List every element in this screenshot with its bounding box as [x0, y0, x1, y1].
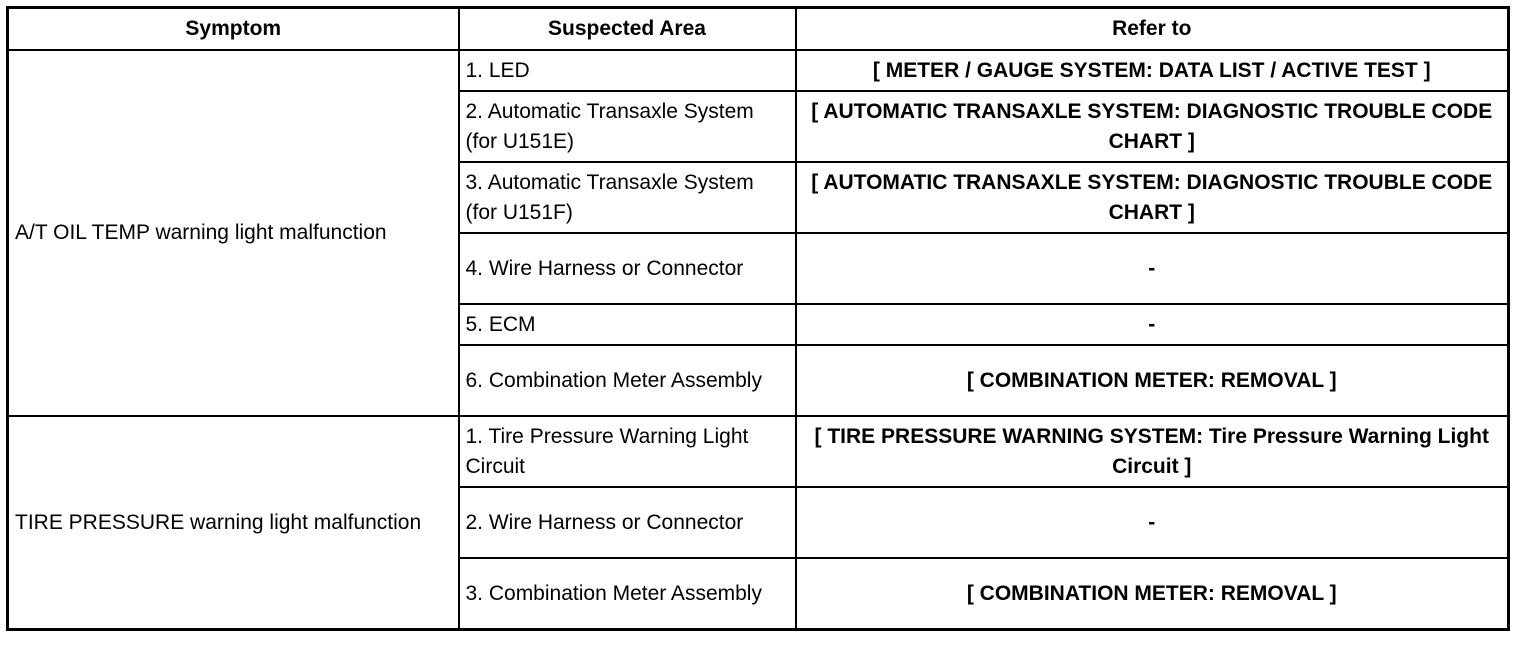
- symptom-cell: TIRE PRESSURE warning light malfunction: [8, 416, 459, 630]
- suspected-area-cell: 1. LED: [459, 50, 796, 91]
- suspected-area-cell: 4. Wire Harness or Connector: [459, 233, 796, 304]
- suspected-area-cell: 6. Combination Meter Assembly: [459, 345, 796, 416]
- refer-to-cell: -: [796, 487, 1509, 558]
- suspected-area-header: Suspected Area: [459, 8, 796, 51]
- symptom-cell: A/T OIL TEMP warning light malfunction: [8, 50, 459, 416]
- table-row: [8, 416, 1509, 487]
- symptom-header: Symptom: [8, 8, 459, 51]
- refer-to-cell: -: [796, 304, 1509, 345]
- refer-to-cell: [ METER / GAUGE SYSTEM: DATA LIST / ACTIVE TEST ]: [796, 50, 1509, 91]
- refer-to-cell: [ COMBINATION METER: REMOVAL ]: [796, 345, 1509, 416]
- diagnostic-table: [6, 6, 1510, 631]
- refer-to-cell: [ COMBINATION METER: REMOVAL ]: [796, 558, 1509, 630]
- table-row: [8, 50, 1509, 91]
- header-row: [8, 8, 1509, 51]
- refer-to-cell: -: [796, 233, 1509, 304]
- refer-to-cell: [ TIRE PRESSURE WARNING SYSTEM: Tire Pressure Warning Light Circuit ]: [796, 416, 1509, 487]
- suspected-area-cell: 3. Combination Meter Assembly: [459, 558, 796, 630]
- refer-to-header: Refer to: [796, 8, 1509, 51]
- suspected-area-cell: 2. Wire Harness or Connector: [459, 487, 796, 558]
- suspected-area-cell: 2. Automatic Transaxle System (for U151E): [459, 91, 796, 162]
- suspected-area-cell: 3. Automatic Transaxle System (for U151F): [459, 162, 796, 233]
- suspected-area-cell: 1. Tire Pressure Warning Light Circuit: [459, 416, 796, 487]
- suspected-area-cell: 5. ECM: [459, 304, 796, 345]
- refer-to-cell: [ AUTOMATIC TRANSAXLE SYSTEM: DIAGNOSTIC TROUBLE CODE CHART ]: [796, 91, 1509, 162]
- refer-to-cell: [ AUTOMATIC TRANSAXLE SYSTEM: DIAGNOSTIC TROUBLE CODE CHART ]: [796, 162, 1509, 233]
